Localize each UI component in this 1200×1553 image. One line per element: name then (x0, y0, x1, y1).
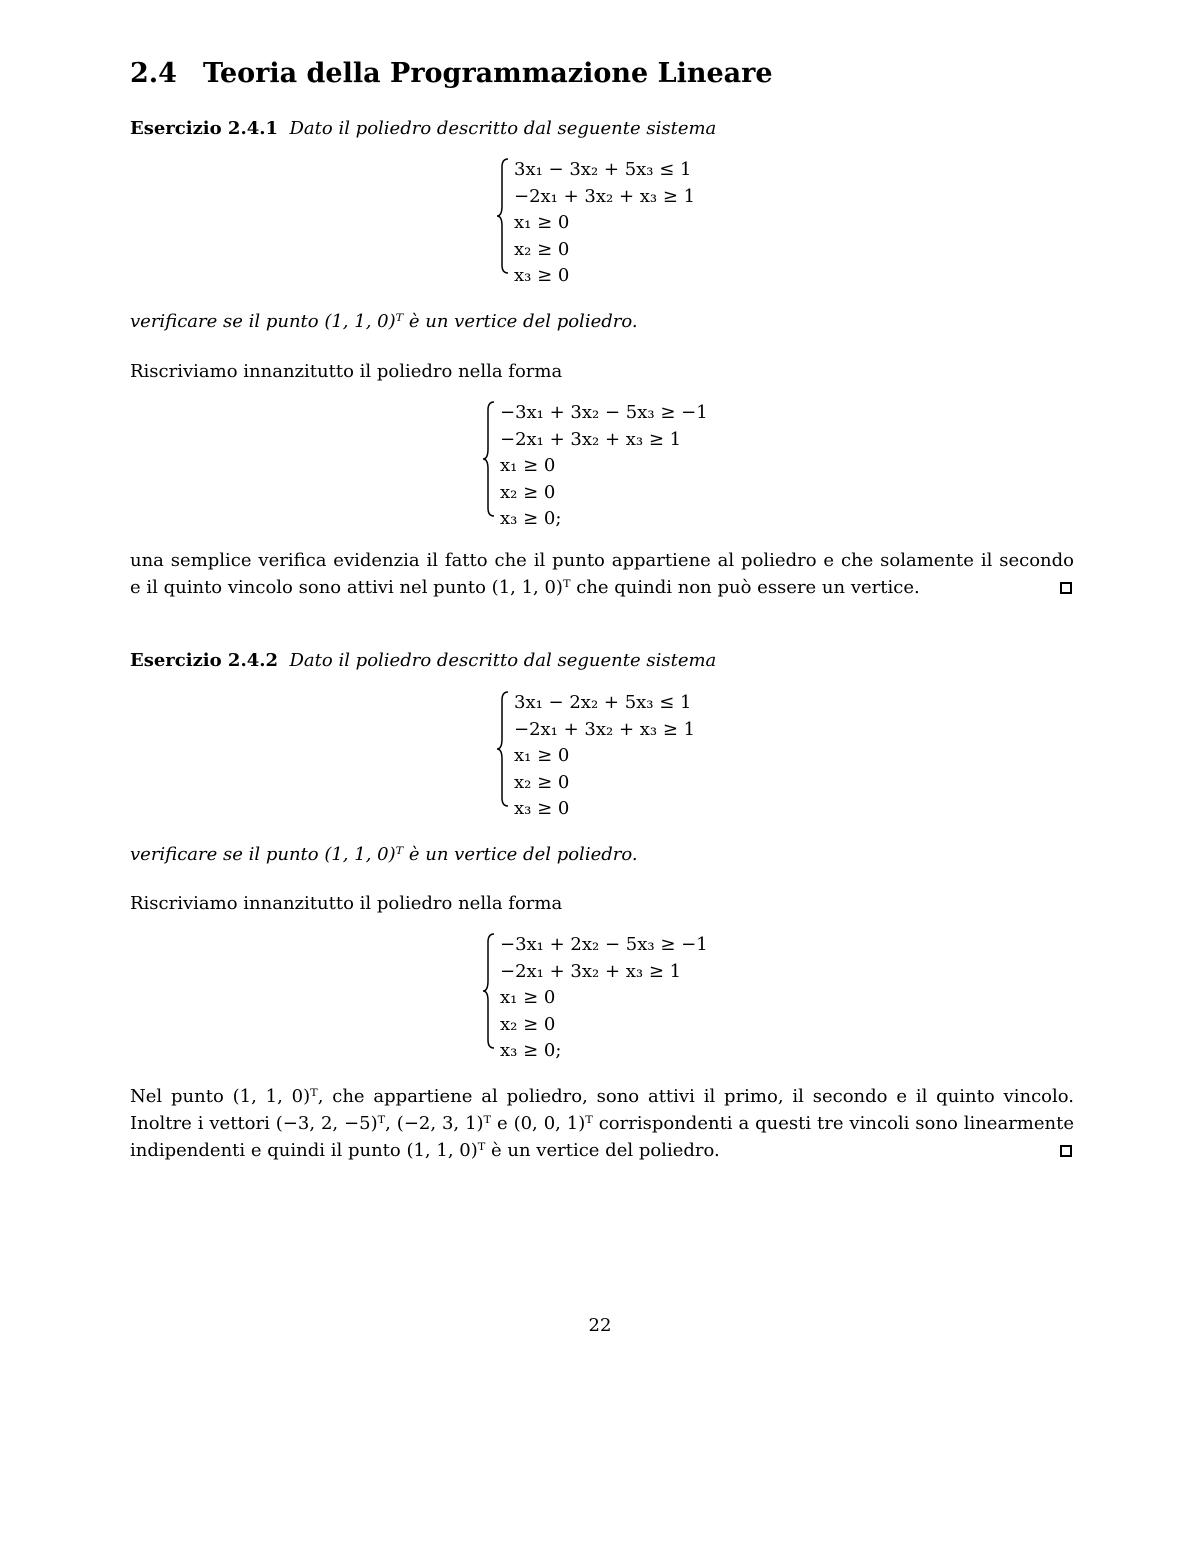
exercise2-solution-line: Nel punto (1, 1, 0)ᵀ, che appartiene al poliedro, sono attivi il primo, il secondo e il quinto vincolo. (130, 1086, 1074, 1107)
constraint-row: x₃ ≥ 0 (514, 265, 570, 286)
constraint-row: x₃ ≥ 0; (500, 1040, 562, 1061)
left-brace-icon (496, 690, 510, 808)
exercise1-label: Esercizio 2.4.1 (130, 118, 279, 139)
constraint-row: −3x₁ + 2x₂ − 5x₃ ≥ −1 (500, 934, 708, 955)
constraint-row: 3x₁ − 3x₂ + 5x₃ ≤ 1 (514, 159, 692, 180)
constraint-row: x₂ ≥ 0 (500, 1013, 556, 1035)
exercise2-question: verificare se il punto (1, 1, 0)ᵀ è un vertice del poliedro. (130, 844, 638, 865)
exercise1-rewrite-intro: Riscriviamo innanzitutto il poliedro nella forma (130, 361, 563, 382)
exercise2-statement-text: Dato il poliedro descritto dal seguente sistema (289, 650, 717, 671)
exercise1-question: verificare se il punto (1, 1, 0)ᵀ è un vertice del poliedro. (130, 311, 638, 332)
section-heading (130, 58, 773, 89)
exercise1-statement (130, 116, 716, 142)
exercise2-rewrite-intro: Riscriviamo innanzitutto il poliedro nella forma (130, 893, 563, 914)
constraint-row: x₁ ≥ 0 (500, 987, 556, 1008)
exercise1-statement-text: Dato il poliedro descritto dal seguente sistema (289, 118, 717, 139)
constraint-row: −2x₁ + 3x₂ + x₃ ≥ 1 (514, 718, 696, 740)
left-brace-icon (496, 157, 510, 275)
constraint-row: −2x₁ + 3x₂ + x₃ ≥ 1 (500, 428, 682, 450)
left-brace-icon (482, 932, 496, 1050)
constraint-row: x₁ ≥ 0 (514, 212, 570, 233)
constraint-row: x₃ ≥ 0 (514, 798, 570, 819)
constraint-row: −2x₁ + 3x₂ + x₃ ≥ 1 (500, 960, 682, 982)
constraint-row: −2x₁ + 3x₂ + x₃ ≥ 1 (514, 185, 696, 207)
constraint-row: x₁ ≥ 0 (500, 455, 556, 476)
exercise2-solution-line: indipendenti e quindi il punto (1, 1, 0)ᵀ è un vertice del poliedro. (130, 1140, 720, 1161)
constraint-row: x₂ ≥ 0 (514, 771, 570, 793)
constraint-row: x₁ ≥ 0 (514, 745, 570, 766)
exercise2-statement (130, 648, 716, 674)
page-number: 22 (588, 1315, 612, 1336)
section-title: Teoria della Programmazione Lineare (203, 58, 773, 89)
constraint-row: x₃ ≥ 0; (500, 508, 562, 529)
exercise2-label: Esercizio 2.4.2 (130, 650, 279, 671)
section-number: 2.4 (130, 58, 177, 89)
constraint-row: x₂ ≥ 0 (514, 238, 570, 260)
qed-square-icon (1060, 1145, 1072, 1157)
qed-square-icon (1060, 582, 1072, 594)
constraint-row: −3x₁ + 3x₂ − 5x₃ ≥ −1 (500, 402, 708, 423)
exercise1-solution-line: una semplice verifica evidenzia il fatto che il punto appartiene al poliedro e che solamente il secondo (130, 550, 1074, 571)
exercise2-solution-line: Inoltre i vettori (−3, 2, −5)ᵀ, (−2, 3, 1)ᵀ e (0, 0, 1)ᵀ corrispondenti a questi tre vincoli sono linearmente (130, 1113, 1074, 1134)
exercise1-solution-line: e il quinto vincolo sono attivi nel punto (1, 1, 0)ᵀ che quindi non può essere un vertice. (130, 577, 920, 598)
left-brace-icon (482, 400, 496, 518)
constraint-row: x₂ ≥ 0 (500, 481, 556, 503)
constraint-row: 3x₁ − 2x₂ + 5x₃ ≤ 1 (514, 692, 692, 713)
